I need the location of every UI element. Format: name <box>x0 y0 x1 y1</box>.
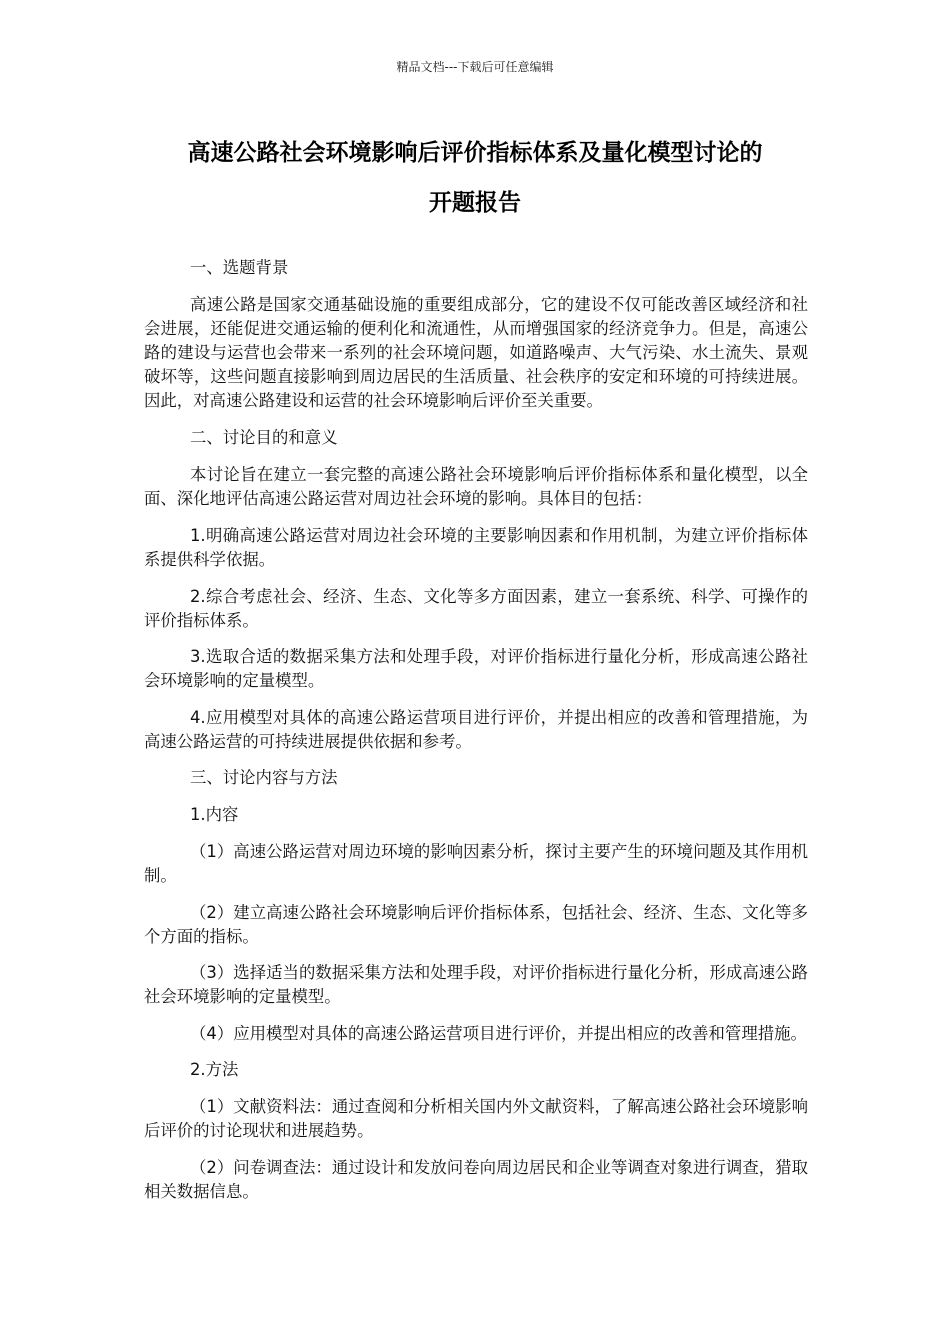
paragraph-purpose-intro: 本讨论旨在建立一套完整的高速公路社会环境影响后评价指标体系和量化模型，以全面、深化地评估高速公路运营对周边社会环境的影响。具体目的包括： <box>144 465 808 508</box>
purpose-item-3: 3.选取合适的数据采集方法和处理手段，对评价指标进行量化分析，形成高速公路社会环境影响的定量模型。 <box>144 647 808 690</box>
page-header-watermark: 精品文档---下载后可任意编辑 <box>396 60 554 74</box>
content-item-4: （4）应用模型对具体的高速公路运营项目进行评价，并提出相应的改善和管理措施。 <box>190 1023 807 1043</box>
method-item-1: （1）文献资料法：通过查阅和分析相关国内外文献资料，了解高速公路社会环境影响后评价的讨论现状和进展趋势。 <box>144 1097 808 1140</box>
subheading-content: 1.内容 <box>190 805 239 824</box>
purpose-item-4: 4.应用模型对具体的高速公路运营项目进行评价，并提出相应的改善和管理措施，为高速公路运营的可持续进展提供依据和参考。 <box>144 707 808 751</box>
section-heading-background: 一、选题背景 <box>190 258 289 277</box>
section-heading-content-method: 三、讨论内容与方法 <box>190 768 338 787</box>
subheading-method: 2.方法 <box>190 1060 239 1079</box>
paragraph-background: 高速公路是国家交通基础设施的重要组成部分，它的建设不仅可能改善区域经济和社会进展，还能促进交通运输的便利化和流通性，从而增强国家的经济竞争力。但是，高速公路的建设与运营也会带来一系列的社会环境问题，如道路噪声、大气污染、水土流失、景观破坏等，这些问题直接影响到周边居民的生活质量、社会秩序的安定和环境的可持续进展。因此，对高速公路建设和运营的社会环境影响后评价至关重要。 <box>144 295 808 410</box>
purpose-item-2: 2.综合考虑社会、经济、生态、文化等多方面因素，建立一套系统、科学、可操作的评价指标体系。 <box>144 586 808 630</box>
method-item-2: （2）问卷调查法：通过设计和发放问卷向周边居民和企业等调查对象进行调查，猎取相关数据信息。 <box>144 1157 808 1201</box>
purpose-item-1: 1.明确高速公路运营对周边社会环境的主要影响因素和作用机制，为建立评价指标体系提供科学依据。 <box>144 526 808 569</box>
section-heading-purpose: 二、讨论目的和意义 <box>190 428 338 447</box>
document-title-line-2: 开题报告 <box>429 190 521 216</box>
content-item-2: （2）建立高速公路社会环境影响后评价指标体系，包括社会、经济、生态、文化等多个方面的指标。 <box>144 902 808 946</box>
content-item-3: （3）选择适当的数据采集方法和处理手段，对评价指标进行量化分析，形成高速公路社会环境影响的定量模型。 <box>144 963 808 1006</box>
document-body <box>144 256 808 1216</box>
content-item-1: （1）高速公路运营对周边环境的影响因素分析，探讨主要产生的环境问题及其作用机制。 <box>144 842 808 885</box>
document-title-line-1: 高速公路社会环境影响后评价指标体系及量化模型讨论的 <box>187 140 763 166</box>
